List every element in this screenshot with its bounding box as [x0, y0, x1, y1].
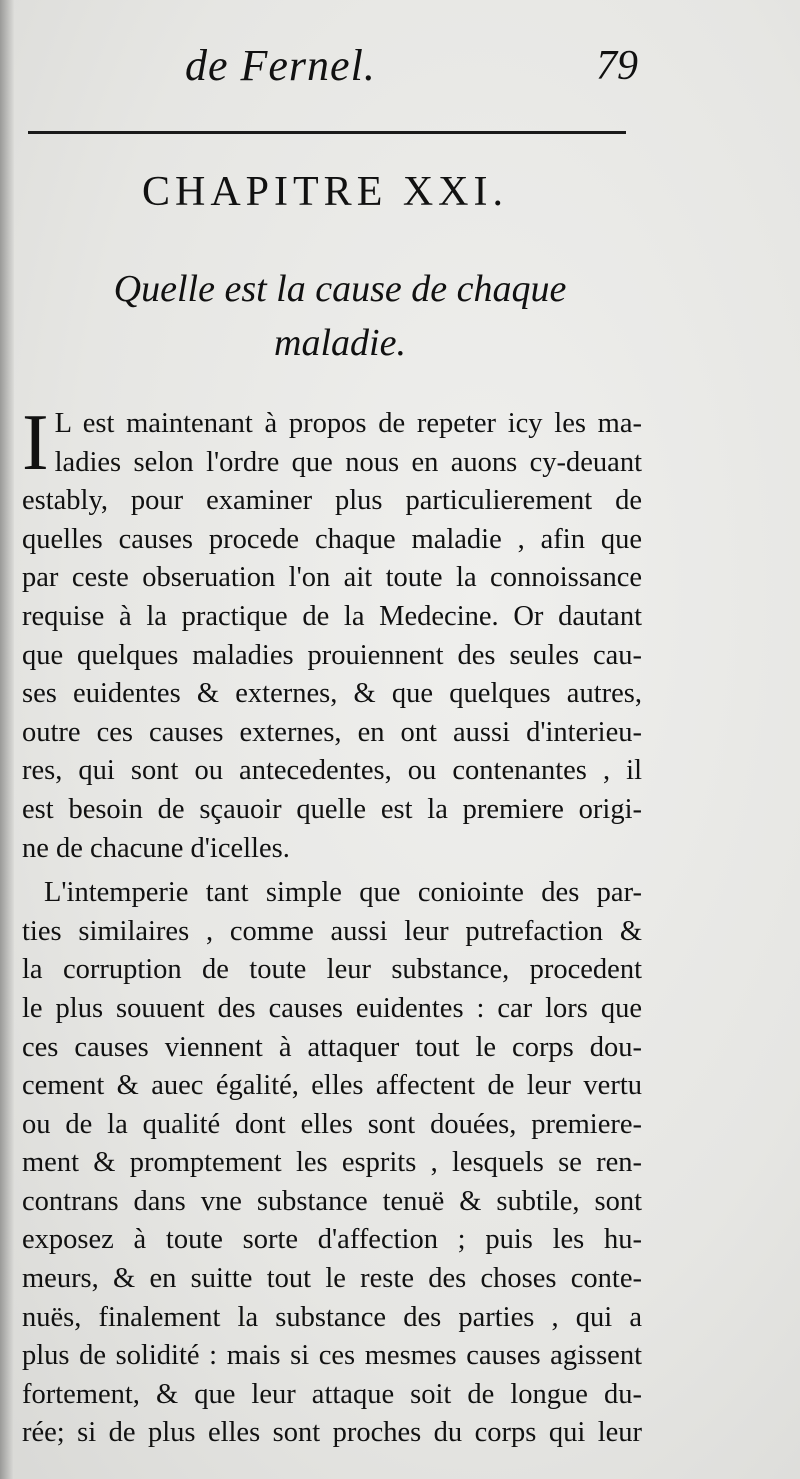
text-line: L'intemperie tant simple que coniointe des par-	[44, 877, 642, 909]
text-line: que quelques maladies prouiennent des seules cau-	[22, 639, 642, 671]
text-line: res, qui sont ou antecedentes, ou contenantes , il	[22, 755, 642, 787]
text-line: plus de solidité : mais si ces mesmes causes agissent	[22, 1340, 642, 1372]
text-line: ties similaires , comme aussi leur putrefaction &	[22, 915, 642, 947]
text-line: estably, pour examiner plus particulierement de	[22, 485, 642, 517]
subtitle-line-1: Quelle est la cause de chaque	[113, 268, 567, 310]
running-head: de Fernel.	[185, 41, 376, 90]
text-line: meurs, & en suitte tout le reste des choses conte-	[22, 1263, 642, 1295]
text-line: requise à la practique de la Medecine. Or dautant	[22, 600, 642, 632]
text-line: cement & auec égalité, elles affectent de leur vertu	[22, 1070, 642, 1102]
header-rule	[28, 131, 626, 134]
text-line: fortement, & que leur attaque soit de longue du-	[22, 1378, 642, 1410]
text-line: ses euidentes & externes, & que quelques autres,	[22, 678, 642, 710]
drop-cap: I	[22, 399, 49, 487]
body-text	[22, 399, 642, 1453]
chapter-title: CHAPITRE XXI.	[142, 169, 508, 215]
text-line: rée; si de plus elles sont proches du corps qui leur	[22, 1417, 642, 1449]
text-line: ou de la qualité dont elles sont douées, premiere-	[22, 1108, 642, 1140]
text-line: par ceste obseruation l'on ait toute la connoissance	[22, 562, 642, 594]
text-line: L est maintenant à propos de repeter icy les ma-	[54, 408, 642, 439]
subtitle-line-2: maladie.	[274, 322, 406, 364]
text-line: ladies selon l'ordre que nous en auons cy-deuant	[54, 446, 642, 478]
text-line: outre ces causes externes, en ont aussi d'interieu-	[22, 716, 642, 748]
text-line: le plus souuent des causes euidentes : car lors que	[22, 992, 642, 1024]
paragraph-1	[22, 399, 642, 868]
text-line: exposez à toute sorte d'affection ; puis les hu-	[22, 1224, 642, 1256]
text-line: contrans dans vne substance tenuë & subtile, sont	[22, 1185, 642, 1217]
text-line: quelles causes procede chaque maladie , afin que	[22, 523, 642, 555]
text-line: est besoin de sçauoir quelle est la premiere origi-	[22, 793, 642, 825]
text-line: ment & promptement les esprits , lesquels se ren-	[22, 1147, 642, 1179]
text-line: la corruption de toute leur substance, procedent	[22, 954, 642, 986]
page-number: 79	[596, 43, 638, 89]
text-line: ne de chacune d'icelles.	[22, 832, 290, 864]
text-line: ces causes viennent à attaquer tout le corps dou-	[22, 1031, 642, 1063]
chapter-subtitle	[60, 262, 620, 370]
text-line: nuës, finalement la substance des parties , qui a	[22, 1301, 642, 1333]
paragraph-2	[22, 874, 642, 1453]
